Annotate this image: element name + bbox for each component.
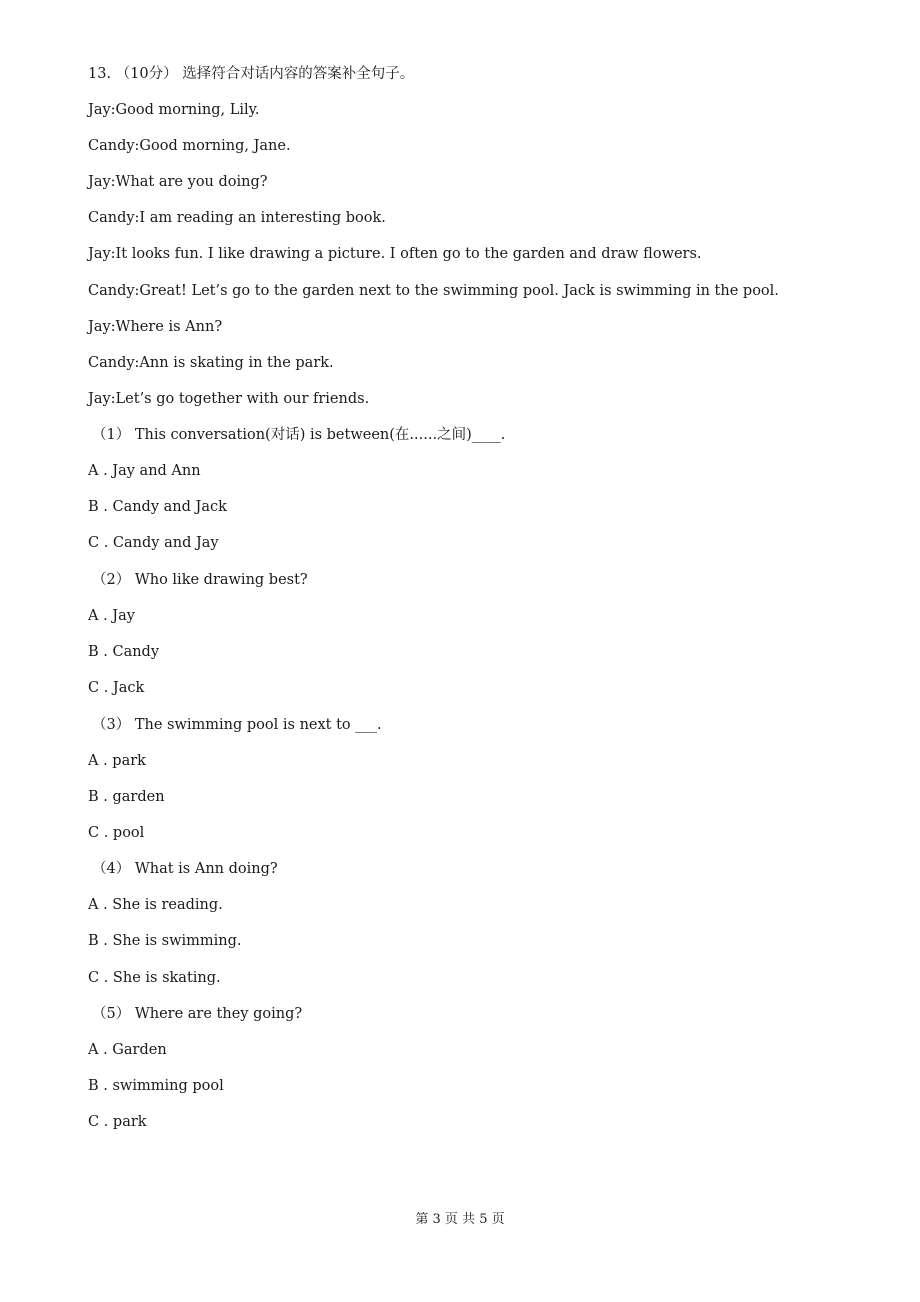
dialogue-line: Jay:It looks fun. I like drawing a picture. I often go to the garden and draw flowers. <box>88 246 702 262</box>
subquestion-4-option-c[interactable]: C . She is skating. <box>88 970 221 986</box>
subquestion-2-option-b[interactable]: B . Candy <box>88 644 160 660</box>
subquestion-3-option-b[interactable]: B . garden <box>88 789 165 805</box>
subquestion-4-option-a[interactable]: A . She is reading. <box>88 897 223 913</box>
subquestion-2-prompt: （2） Who like drawing best? <box>92 572 308 588</box>
subquestion-2-option-c[interactable]: C . Jack <box>88 680 145 696</box>
subquestion-5-option-b[interactable]: B . swimming pool <box>88 1078 224 1094</box>
dialogue-line: Jay:What are you doing? <box>88 174 268 190</box>
subquestion-4-prompt: （4） What is Ann doing? <box>92 861 278 877</box>
dialogue-line: Jay:Let’s go together with our friends. <box>88 391 370 407</box>
subquestion-5-prompt: （5） Where are they going? <box>92 1006 303 1022</box>
subquestion-3-prompt: （3） The swimming pool is next to ___. <box>92 717 382 733</box>
subquestion-1-option-c[interactable]: C . Candy and Jay <box>88 535 219 551</box>
subquestion-4-option-b[interactable]: B . She is swimming. <box>88 933 242 949</box>
dialogue-line: Candy:I am reading an interesting book. <box>88 210 386 226</box>
dialogue-line: Candy:Good morning, Jane. <box>88 138 291 154</box>
question-header: 13. （10分） 选择符合对话内容的答案补全句子。 <box>88 66 415 82</box>
subquestion-2-option-a[interactable]: A . Jay <box>88 608 135 624</box>
dialogue-line: Candy:Great! Let’s go to the garden next to the swimming pool. Jack is swimming in the pool. <box>88 283 779 299</box>
dialogue-line: Jay:Where is Ann? <box>88 319 223 335</box>
subquestion-3-option-c[interactable]: C . pool <box>88 825 145 841</box>
page-footer: 第 3 页 共 5 页 <box>415 1212 505 1227</box>
subquestion-1-option-b[interactable]: B . Candy and Jack <box>88 499 227 515</box>
subquestion-1-prompt: （1） This conversation(对话) is between(在......之间)____. <box>92 427 506 443</box>
subquestion-3-option-a[interactable]: A . park <box>88 753 146 769</box>
subquestion-1-option-a[interactable]: A . Jay and Ann <box>88 463 201 479</box>
subquestion-5-option-c[interactable]: C . park <box>88 1114 147 1130</box>
subquestion-5-option-a[interactable]: A . Garden <box>88 1042 167 1058</box>
dialogue-line: Jay:Good morning, Lily. <box>88 102 260 118</box>
dialogue-line: Candy:Ann is skating in the park. <box>88 355 334 371</box>
